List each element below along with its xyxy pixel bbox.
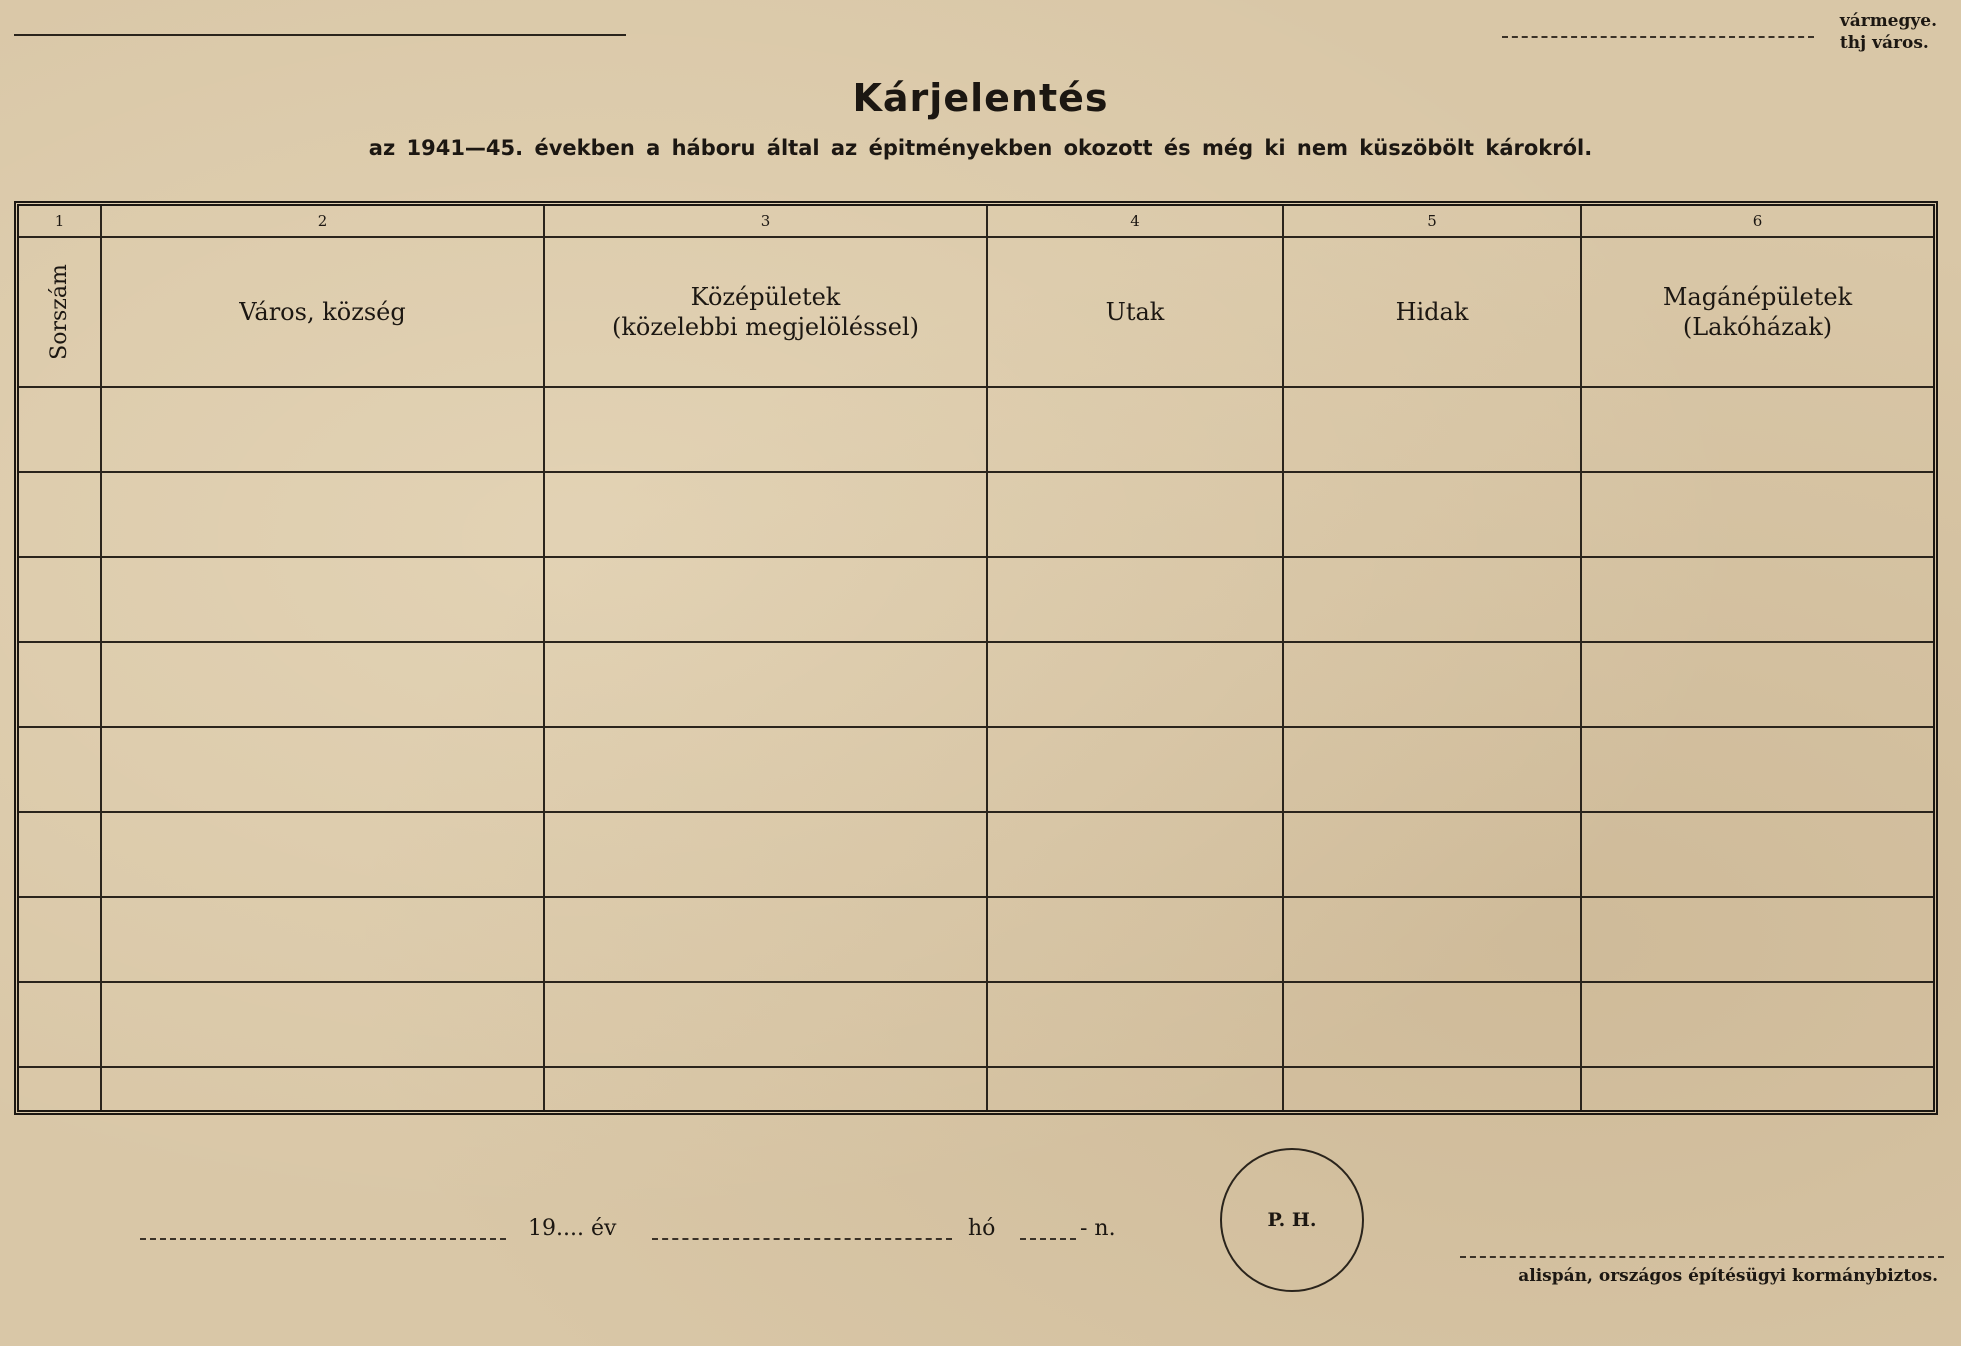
header-maganepuletek-label: Magánépületek [1662,283,1853,311]
cell-varos[interactable] [101,1067,544,1110]
column-number-5: 5 [1283,206,1581,237]
year-label: 19.... év [528,1216,617,1241]
place-fill-line[interactable] [140,1238,506,1240]
cell-hidak[interactable] [1283,472,1581,557]
cell-maganepuletek[interactable] [1581,982,1933,1067]
column-number-2: 2 [101,206,544,237]
header-utak-label: Utak [1105,298,1165,326]
header-maganepuletek-sub: (Lakóházak) [1682,313,1833,341]
table-row [19,557,1933,642]
signature-label: alispán, országos építésügyi kormánybiztos. [1518,1266,1938,1286]
cell-maganepuletek[interactable] [1581,897,1933,982]
county-label [1840,10,1937,54]
header-maganepuletek [1581,237,1933,387]
cell-sorszam[interactable] [19,812,101,897]
cell-varos[interactable] [101,642,544,727]
header-hidak [1283,237,1581,387]
cell-utak[interactable] [987,812,1283,897]
cell-hidak[interactable] [1283,1067,1581,1110]
column-number-3: 3 [544,206,987,237]
cell-sorszam[interactable] [19,557,101,642]
cell-hidak[interactable] [1283,982,1581,1067]
top-left-rule [14,34,626,36]
cell-sorszam[interactable] [19,1067,101,1110]
cell-sorszam[interactable] [19,642,101,727]
cell-sorszam[interactable] [19,897,101,982]
cell-hidak[interactable] [1283,897,1581,982]
cell-maganepuletek[interactable] [1581,387,1933,472]
county-fill-line[interactable] [1502,36,1814,38]
month-label: hó [968,1216,996,1241]
cell-maganepuletek[interactable] [1581,812,1933,897]
cell-kozepuletek[interactable] [544,642,987,727]
table-row [19,1067,1933,1110]
cell-utak[interactable] [987,897,1283,982]
stamp-placeholder [1220,1148,1364,1292]
cell-kozepuletek[interactable] [544,727,987,812]
table-row [19,472,1933,557]
header-kozepuletek [544,237,987,387]
form-title: Kárjelentés [852,76,1109,120]
header-kozepuletek-sub: (közelebbi megjelöléssel) [612,313,919,341]
county-label-line-2: thj város. [1839,33,1929,53]
column-number-1: 1 [19,206,101,237]
cell-maganepuletek[interactable] [1581,1067,1933,1110]
county-label-line-1: vármegye. [1839,11,1937,31]
cell-maganepuletek[interactable] [1581,557,1933,642]
cell-hidak[interactable] [1283,387,1581,472]
cell-varos[interactable] [101,812,544,897]
column-number-6: 6 [1581,206,1933,237]
header-varos-kozseg-label: Város, község [239,298,406,326]
cell-varos[interactable] [101,727,544,812]
stamp-label: P. H. [1267,1209,1317,1231]
cell-varos[interactable] [101,982,544,1067]
table-row [19,642,1933,727]
signature-fill-line[interactable] [1460,1256,1944,1258]
header-sorszam [19,237,101,387]
cell-kozepuletek[interactable] [544,897,987,982]
cell-varos[interactable] [101,897,544,982]
cell-varos[interactable] [101,557,544,642]
cell-hidak[interactable] [1283,557,1581,642]
cell-utak[interactable] [987,982,1283,1067]
header-varos-kozseg [101,237,544,387]
cell-sorszam[interactable] [19,982,101,1067]
cell-varos[interactable] [101,387,544,472]
cell-utak[interactable] [987,642,1283,727]
cell-kozepuletek[interactable] [544,812,987,897]
header-sorszam-label: Sorszám [46,264,72,360]
cell-sorszam[interactable] [19,472,101,557]
cell-utak[interactable] [987,557,1283,642]
cell-varos[interactable] [101,472,544,557]
header-utak [987,237,1283,387]
cell-sorszam[interactable] [19,727,101,812]
header-kozepuletek-label: Középületek [690,283,841,311]
cell-maganepuletek[interactable] [1581,642,1933,727]
cell-hidak[interactable] [1283,642,1581,727]
month-fill-line[interactable] [652,1238,952,1240]
cell-hidak[interactable] [1283,812,1581,897]
column-number-4: 4 [987,206,1283,237]
column-number-row [19,206,1933,237]
cell-kozepuletek[interactable] [544,982,987,1067]
table-row [19,387,1933,472]
damage-report-table [14,201,1938,1115]
cell-kozepuletek[interactable] [544,387,987,472]
cell-sorszam[interactable] [19,387,101,472]
table-row [19,812,1933,897]
cell-hidak[interactable] [1283,727,1581,812]
table-row [19,897,1933,982]
day-fill-line[interactable] [1020,1238,1076,1240]
cell-maganepuletek[interactable] [1581,727,1933,812]
form-subtitle: az 1941—45. években a háboru által az épitményekben okozott és még ki nem küszöbölt károkról. [368,136,1593,160]
footer-date-line [0,1210,1961,1270]
table-row [19,727,1933,812]
cell-utak[interactable] [987,472,1283,557]
cell-maganepuletek[interactable] [1581,472,1933,557]
cell-utak[interactable] [987,387,1283,472]
day-label: - n. [1080,1216,1116,1241]
cell-kozepuletek[interactable] [544,1067,987,1110]
cell-utak[interactable] [987,1067,1283,1110]
column-header-row [19,237,1933,387]
cell-kozepuletek[interactable] [544,472,987,557]
table-row [19,982,1933,1067]
cell-kozepuletek[interactable] [544,557,987,642]
header-hidak-label: Hidak [1395,298,1469,326]
cell-utak[interactable] [987,727,1283,812]
